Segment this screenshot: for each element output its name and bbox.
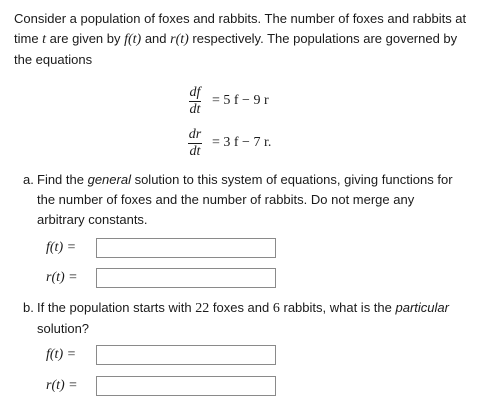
intro-text: Consider a population of foxes and rabbits. The number of foxes and rabbits at time: [14, 11, 467, 46]
problem-intro: [14, 9, 474, 70]
answer-row-a-r: [46, 266, 276, 290]
part-emphasis: particular: [395, 300, 449, 315]
answer-row-b-r: [46, 374, 276, 398]
part-text: foxes and: [209, 300, 273, 315]
fraction-dr-dt: [185, 127, 205, 160]
answer-label: r(t) =: [46, 378, 78, 393]
numerator: dr: [188, 126, 202, 142]
equation-df: [185, 80, 345, 122]
intro-text: are given by: [46, 31, 125, 46]
var-t: t: [42, 32, 47, 47]
numerator: df: [189, 84, 201, 100]
part-text: solution?: [37, 321, 90, 336]
foxes-count: 22: [195, 301, 210, 316]
part-b-question: [23, 298, 462, 339]
f-of-t: f(t): [124, 32, 142, 47]
answer-input-b-f[interactable]: [96, 345, 276, 365]
part-text: rabbits, what is the: [279, 300, 396, 315]
answer-label: r(t) =: [46, 270, 78, 285]
equation-rhs: = 5 f − 9 r: [212, 93, 269, 108]
part-letter: a.: [23, 172, 34, 187]
part-text: solution to this system of equations, giving functions for the number of foxes and the number of rabbits. Do not merge any arbitrary constants.: [37, 172, 453, 227]
rabbits-count: 6: [272, 301, 280, 316]
r-of-t: r(t): [170, 32, 189, 47]
denominator: dt: [189, 143, 201, 159]
answer-row-b-f: [46, 343, 276, 367]
equation-dr: [185, 122, 345, 164]
answer-input-b-r[interactable]: [96, 376, 276, 396]
part-a-question: [23, 170, 462, 230]
intro-text: and: [141, 31, 171, 46]
answer-label: f(t) =: [46, 240, 77, 255]
denominator: dt: [189, 101, 201, 117]
part-text: If the population starts with: [37, 300, 196, 315]
answer-input-a-r[interactable]: [96, 268, 276, 288]
intro-text: respectively. The populations are governed by the equations: [14, 31, 458, 67]
answer-input-a-f[interactable]: [96, 238, 276, 258]
equation-system: [185, 80, 345, 164]
answer-label: f(t) =: [46, 347, 77, 362]
equation-rhs: = 3 f − 7 r.: [212, 135, 272, 150]
part-letter: b.: [23, 300, 34, 315]
fraction-df-dt: [185, 85, 205, 118]
answer-row-a-f: [46, 236, 276, 260]
part-emphasis: general: [87, 172, 131, 187]
part-text: Find the: [37, 172, 88, 187]
